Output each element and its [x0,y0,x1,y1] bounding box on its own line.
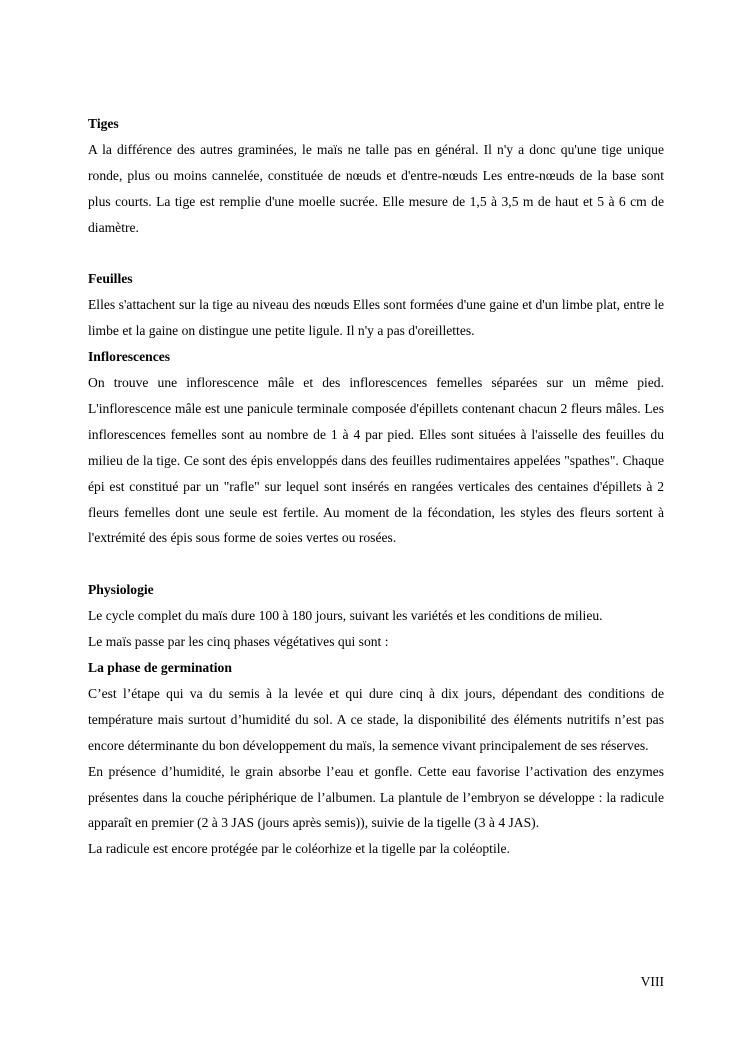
heading-inflorescences: Inflorescences [88,349,171,365]
paragraph-germination-1: C’est l’étape qui va du semis à la levée et qui dure cinq à dix jours, dépendant des conditions de température mais surtout d’humidité du sol. A ce stade, la disponibilité des éléments nutritifs n’est pas encore déterminante du bon développement du maïs, la semence vivant principalement de ses réserves. [88,685,664,753]
paragraph-physiologie-cycle: Le cycle complet du maïs dure 100 à 180 jours, suivant les variétés et les conditions de milieu. [88,608,603,624]
paragraph-physiologie-phases: Le maïs passe par les cinq phases végétatives qui sont : [88,634,389,650]
paragraph-inflorescences: On trouve une inflorescence mâle et des inflorescences femelles séparées sur un même pied. L'inflorescence mâle est une panicule terminale composée d'épillets contenant chacun 2 fleurs mâles. Les inflorescences femelles sont au nombre de 1 à 4 par pied. Elles sont situées à l'aisselle des feuilles du milieu de la tige. Ce sont des épis enveloppés dans des feuilles rudimentaires appelées "spathes". Chaque épi est constitué par un "rafle" sur lequel sont insérés en rangées verticales des centaines d'épillets à 2 fleurs femelles dont une seule est fertile. Au moment de la fécondation, les styles des fleurs sortent à l'extrémité des épis sous forme de soies vertes ou rosées. [88,375,664,546]
paragraph-feuilles: Elles s'attachent sur la tige au niveau des nœuds Elles sont formées d'une gaine et d'un limbe plat, entre le limbe et la gaine on distingue une petite ligule. Il n'y a pas d'oreillettes. [88,297,664,339]
document-page [88,111,664,862]
heading-tiges: Tiges [88,116,119,131]
section-spacer [88,241,664,267]
heading-feuilles: Feuilles [88,271,133,287]
section-spacer [88,551,664,577]
heading-germination: La phase de germination [88,660,232,675]
page-number: VIII [640,974,664,989]
paragraph-germination-2: En présence d’humidité, le grain absorbe l’eau et gonfle. Cette eau favorise l’activation des enzymes présentes dans la couche périphérique de l’albumen. La plantule de l’embryon se développe : la radicule apparaît en premier (2 à 3 JAS (jours après semis)), suivie de la tigelle (3 à 4 JAS). [88,763,664,831]
heading-physiologie: Physiologie [88,582,154,598]
paragraph-germination-3: La radicule est encore protégée par le coléorhize et la tigelle par la coléoptile. [88,841,510,857]
paragraph-tiges: A la différence des autres graminées, le maïs ne talle pas en général. Il n'y a donc qu'une tige unique ronde, plus ou moins cannelée, constituée de nœuds et d'entre-nœuds Les entre-nœuds de la base sont plus courts. La tige est remplie d'une moelle sucrée. Elle mesure de 1,5 à 3,5 m de haut et 5 à 6 cm de diamètre. [88,141,664,235]
